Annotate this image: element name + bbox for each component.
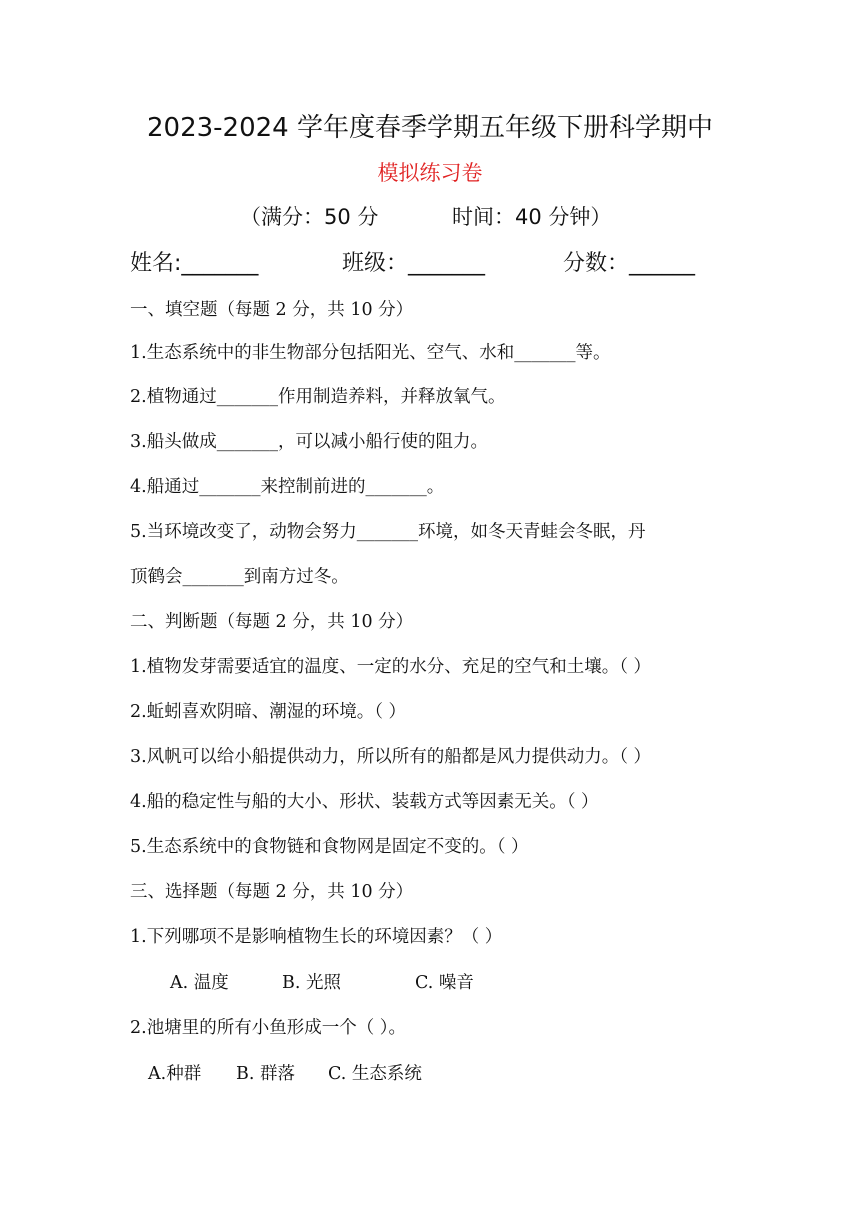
question-1-2: 2.植物通过_______作用制造养料，并释放氧气。 <box>130 387 506 407</box>
question-3-2: 2.池塘里的所有小鱼形成一个（ ）。 <box>130 1018 407 1038</box>
question-1-1: 1.生态系统中的非生物部分包括阳光、空气、水和_______等。 <box>130 343 611 363</box>
question-1-5: 5.当环境改变了，动物会努力_______环境，如冬天青蛙会冬眠，丹 <box>130 522 646 542</box>
name-field[interactable]: 姓名:_______ <box>130 251 259 276</box>
question-3-2-option-a: A.种群 <box>148 1064 202 1084</box>
question-1-4: 4.船通过_______来控制前进的_______。 <box>130 477 445 497</box>
exam-time: 时间：40 分钟） <box>452 205 612 229</box>
section-heading-fill-blank: 一、填空题（每题 2 分，共 10 分） <box>130 300 414 320</box>
question-3-2-option-b: B. 群落 <box>236 1064 295 1084</box>
question-3-1-option-a: A. 温度 <box>170 973 229 993</box>
question-2-2: 2.蚯蚓喜欢阴暗、潮湿的环境。（ ） <box>130 702 407 722</box>
question-2-4: 4.船的稳定性与船的大小、形状、装载方式等因素无关。（ ） <box>130 792 599 812</box>
score-field[interactable]: 分数：______ <box>563 251 696 276</box>
question-3-1: 1.下列哪项不是影响植物生长的环境因素？（ ） <box>130 927 503 947</box>
question-3-1-option-c: C. 噪音 <box>415 973 474 993</box>
question-3-2-option-c: C. 生态系统 <box>328 1064 422 1084</box>
full-score: （满分：50 分 <box>240 205 379 229</box>
question-2-1: 1.植物发芽需要适宜的温度、一定的水分、充足的空气和土壤。（ ） <box>130 657 652 677</box>
class-field[interactable]: 班级：_______ <box>342 251 486 276</box>
question-2-3: 3.风帆可以给小船提供动力，所以所有的船都是风力提供动力。（ ） <box>130 747 652 767</box>
section-heading-true-false: 二、判断题（每题 2 分，共 10 分） <box>130 612 414 632</box>
question-2-5: 5.生态系统中的食物链和食物网是固定不变的。（ ） <box>130 837 529 857</box>
question-3-1-option-b: B. 光照 <box>282 973 341 993</box>
question-1-3: 3.船头做成_______，可以减小船行使的阻力。 <box>130 432 488 452</box>
exam-title: 2023-2024 学年度春季学期五年级下册科学期中 <box>147 113 713 143</box>
question-1-5-cont: 顶鹤会_______到南方过冬。 <box>130 567 349 587</box>
section-heading-multiple-choice: 三、选择题（每题 2 分，共 10 分） <box>130 882 414 902</box>
exam-subtitle: 模拟练习卷 <box>377 161 483 185</box>
